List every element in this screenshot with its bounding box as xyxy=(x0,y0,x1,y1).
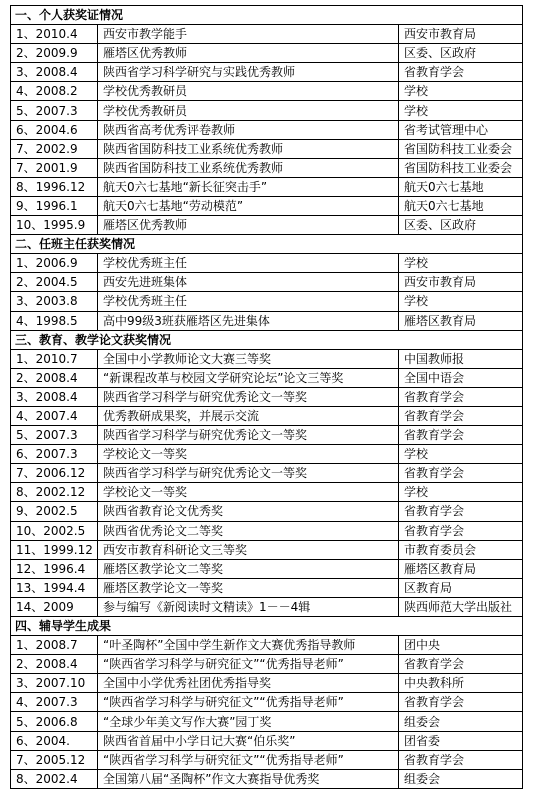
award-issuer-cell: 省教育学会 xyxy=(399,502,523,521)
award-issuer-cell: 省教育学会 xyxy=(399,521,523,540)
award-date-cell: 8、2002.4 xyxy=(11,769,98,788)
table-row xyxy=(11,387,523,406)
table-row xyxy=(11,101,523,120)
award-date-cell: 6、2004.6 xyxy=(11,120,98,139)
award-issuer-cell: 省教育学会 xyxy=(399,464,523,483)
section-header-row xyxy=(11,6,523,25)
section-title: 二、任班主任获奖情况 xyxy=(11,235,523,254)
table-row xyxy=(11,674,523,693)
award-name-cell: “陕西省学习科学与研究征文”“优秀指导老师” xyxy=(98,655,399,674)
award-name-cell: “叶圣陶杯”全国中学生新作文大赛优秀指导教师 xyxy=(98,636,399,655)
award-issuer-cell: 组委会 xyxy=(399,769,523,788)
award-issuer-cell: 西安市教育局 xyxy=(399,25,523,44)
table-row xyxy=(11,406,523,425)
section-header-row xyxy=(11,617,523,636)
award-issuer-cell: 省国防科技工业委会 xyxy=(399,158,523,177)
award-name-cell: “全球少年美文写作大赛”园丁奖 xyxy=(98,712,399,731)
award-name-cell: 西安市教学能手 xyxy=(98,25,399,44)
section-header-row xyxy=(11,235,523,254)
award-name-cell: 高中99级3班获雁塔区先进集体 xyxy=(98,311,399,330)
award-issuer-cell: 团中央 xyxy=(399,636,523,655)
table-row xyxy=(11,540,523,559)
award-issuer-cell: 学校 xyxy=(399,292,523,311)
award-name-cell: 雁塔区教学论文一等奖 xyxy=(98,578,399,597)
table-row xyxy=(11,158,523,177)
award-date-cell: 13、1994.4 xyxy=(11,578,98,597)
award-date-cell: 3、2008.4 xyxy=(11,63,98,82)
award-name-cell: 航天0六七基地“劳动模范” xyxy=(98,196,399,215)
table-row xyxy=(11,731,523,750)
award-name-cell: 陕西省优秀论文二等奖 xyxy=(98,521,399,540)
award-date-cell: 1、2010.7 xyxy=(11,349,98,368)
table-row xyxy=(11,273,523,292)
award-issuer-cell: 省教育学会 xyxy=(399,750,523,769)
award-issuer-cell: 学校 xyxy=(399,483,523,502)
table-row xyxy=(11,196,523,215)
award-date-cell: 1、2010.4 xyxy=(11,25,98,44)
award-name-cell: 陕西省学习科学研究与实践优秀教师 xyxy=(98,63,399,82)
table-row xyxy=(11,254,523,273)
award-date-cell: 3、2003.8 xyxy=(11,292,98,311)
award-name-cell: “陕西省学习科学与研究征文”“优秀指导老师” xyxy=(98,693,399,712)
table-row xyxy=(11,521,523,540)
award-issuer-cell: 团省委 xyxy=(399,731,523,750)
award-date-cell: 2、2004.5 xyxy=(11,273,98,292)
award-date-cell: 10、2002.5 xyxy=(11,521,98,540)
award-name-cell: 陕西省学习科学与研究优秀论文一等奖 xyxy=(98,464,399,483)
award-issuer-cell: 省教育学会 xyxy=(399,426,523,445)
award-issuer-cell: 陕西师范大学出版社 xyxy=(399,597,523,616)
award-issuer-cell: 中国教师报 xyxy=(399,349,523,368)
award-name-cell: 学校优秀教研员 xyxy=(98,101,399,120)
award-issuer-cell: 学校 xyxy=(399,101,523,120)
award-issuer-cell: 区委、区政府 xyxy=(399,216,523,235)
table-row xyxy=(11,597,523,616)
table-row xyxy=(11,349,523,368)
award-name-cell: 陕西省首届中小学日记大赛“伯乐奖” xyxy=(98,731,399,750)
section-title: 一、个人获奖证情况 xyxy=(11,6,523,25)
award-date-cell: 2、2009.9 xyxy=(11,44,98,63)
award-name-cell: 雁塔区优秀教师 xyxy=(98,216,399,235)
award-issuer-cell: 省教育学会 xyxy=(399,655,523,674)
award-date-cell: 9、2002.5 xyxy=(11,502,98,521)
award-name-cell: 航天0六七基地“新长征突击手” xyxy=(98,177,399,196)
award-issuer-cell: 雁塔区教育局 xyxy=(399,311,523,330)
award-date-cell: 3、2007.10 xyxy=(11,674,98,693)
table-row xyxy=(11,693,523,712)
table-row xyxy=(11,445,523,464)
award-name-cell: “新课程改革与校园文学研究论坛”论文三等奖 xyxy=(98,368,399,387)
award-date-cell: 7、2001.9 xyxy=(11,158,98,177)
award-name-cell: “陕西省学习科学与研究征文”“优秀指导老师” xyxy=(98,750,399,769)
award-issuer-cell: 省教育学会 xyxy=(399,693,523,712)
award-name-cell: 学校论文一等奖 xyxy=(98,483,399,502)
award-issuer-cell: 省教育学会 xyxy=(399,63,523,82)
table-row xyxy=(11,750,523,769)
section-title: 三、教育、教学论文获奖情况 xyxy=(11,330,523,349)
award-issuer-cell: 区教育局 xyxy=(399,578,523,597)
section-title: 四、辅导学生成果 xyxy=(11,617,523,636)
award-name-cell: 全国中小学教师论文大赛三等奖 xyxy=(98,349,399,368)
award-date-cell: 12、1996.4 xyxy=(11,559,98,578)
award-issuer-cell: 航天0六七基地 xyxy=(399,177,523,196)
table-row xyxy=(11,120,523,139)
table-row xyxy=(11,502,523,521)
award-date-cell: 4、2007.3 xyxy=(11,693,98,712)
table-row xyxy=(11,368,523,387)
table-row xyxy=(11,655,523,674)
table-row xyxy=(11,216,523,235)
award-issuer-cell: 西安市教育局 xyxy=(399,273,523,292)
award-date-cell: 10、1995.9 xyxy=(11,216,98,235)
award-name-cell: 优秀教研成果奖，并展示交流 xyxy=(98,406,399,425)
award-issuer-cell: 学校 xyxy=(399,82,523,101)
award-date-cell: 14、2009 xyxy=(11,597,98,616)
award-name-cell: 西安先进班集体 xyxy=(98,273,399,292)
award-name-cell: 陕西省教育论文优秀奖 xyxy=(98,502,399,521)
award-name-cell: 学校优秀班主任 xyxy=(98,292,399,311)
award-issuer-cell: 省教育学会 xyxy=(399,406,523,425)
award-date-cell: 4、2007.4 xyxy=(11,406,98,425)
award-name-cell: 雁塔区优秀教师 xyxy=(98,44,399,63)
awards-document xyxy=(10,5,522,789)
award-date-cell: 3、2008.4 xyxy=(11,387,98,406)
award-issuer-cell: 省国防科技工业委会 xyxy=(399,139,523,158)
award-issuer-cell: 市教育委员会 xyxy=(399,540,523,559)
table-row xyxy=(11,25,523,44)
table-row xyxy=(11,578,523,597)
award-date-cell: 1、2006.9 xyxy=(11,254,98,273)
award-name-cell: 西安市教育科研论文三等奖 xyxy=(98,540,399,559)
award-date-cell: 7、2005.12 xyxy=(11,750,98,769)
award-issuer-cell: 全国中语会 xyxy=(399,368,523,387)
table-row xyxy=(11,82,523,101)
award-name-cell: 雁塔区教学论文二等奖 xyxy=(98,559,399,578)
award-date-cell: 1、2008.7 xyxy=(11,636,98,655)
table-row xyxy=(11,712,523,731)
table-row xyxy=(11,177,523,196)
table-row xyxy=(11,63,523,82)
table-row xyxy=(11,311,523,330)
table-row xyxy=(11,292,523,311)
award-issuer-cell: 学校 xyxy=(399,445,523,464)
award-issuer-cell: 学校 xyxy=(399,254,523,273)
award-date-cell: 7、2002.9 xyxy=(11,139,98,158)
award-name-cell: 陕西省国防科技工业系统优秀教师 xyxy=(98,158,399,177)
award-issuer-cell: 中央教科所 xyxy=(399,674,523,693)
award-date-cell: 9、1996.1 xyxy=(11,196,98,215)
award-name-cell: 学校论文一等奖 xyxy=(98,445,399,464)
award-issuer-cell: 组委会 xyxy=(399,712,523,731)
award-date-cell: 5、2006.8 xyxy=(11,712,98,731)
section-header-row xyxy=(11,330,523,349)
award-name-cell: 陕西省国防科技工业系统优秀教师 xyxy=(98,139,399,158)
award-name-cell: 学校优秀班主任 xyxy=(98,254,399,273)
award-name-cell: 陕西省高考优秀评卷教师 xyxy=(98,120,399,139)
award-date-cell: 4、1998.5 xyxy=(11,311,98,330)
award-date-cell: 6、2007.3 xyxy=(11,445,98,464)
award-issuer-cell: 省考试管理中心 xyxy=(399,120,523,139)
award-date-cell: 8、2002.12 xyxy=(11,483,98,502)
table-row xyxy=(11,426,523,445)
table-row xyxy=(11,44,523,63)
award-name-cell: 学校优秀教研员 xyxy=(98,82,399,101)
award-issuer-cell: 雁塔区教育局 xyxy=(399,559,523,578)
award-date-cell: 6、2004. xyxy=(11,731,98,750)
table-row xyxy=(11,769,523,788)
award-date-cell: 11、1999.12 xyxy=(11,540,98,559)
award-name-cell: 陕西省学习科学与研究优秀论文一等奖 xyxy=(98,426,399,445)
award-date-cell: 5、2007.3 xyxy=(11,101,98,120)
award-name-cell: 陕西省学习科学与研究优秀论文一等奖 xyxy=(98,387,399,406)
table-row xyxy=(11,464,523,483)
award-name-cell: 全国中小学优秀社团优秀指导奖 xyxy=(98,674,399,693)
table-row xyxy=(11,559,523,578)
award-date-cell: 5、2007.3 xyxy=(11,426,98,445)
table-row xyxy=(11,636,523,655)
award-issuer-cell: 区委、区政府 xyxy=(399,44,523,63)
table-row xyxy=(11,483,523,502)
award-issuer-cell: 省教育学会 xyxy=(399,387,523,406)
award-name-cell: 全国第八届“圣陶杯”作文大赛指导优秀奖 xyxy=(98,769,399,788)
awards-table xyxy=(10,5,523,789)
table-row xyxy=(11,139,523,158)
award-date-cell: 8、1996.12 xyxy=(11,177,98,196)
award-date-cell: 2、2008.4 xyxy=(11,368,98,387)
award-date-cell: 7、2006.12 xyxy=(11,464,98,483)
award-date-cell: 4、2008.2 xyxy=(11,82,98,101)
award-name-cell: 参与编写《新阅读时文精读》1－－4辑 xyxy=(98,597,399,616)
award-issuer-cell: 航天0六七基地 xyxy=(399,196,523,215)
award-date-cell: 2、2008.4 xyxy=(11,655,98,674)
